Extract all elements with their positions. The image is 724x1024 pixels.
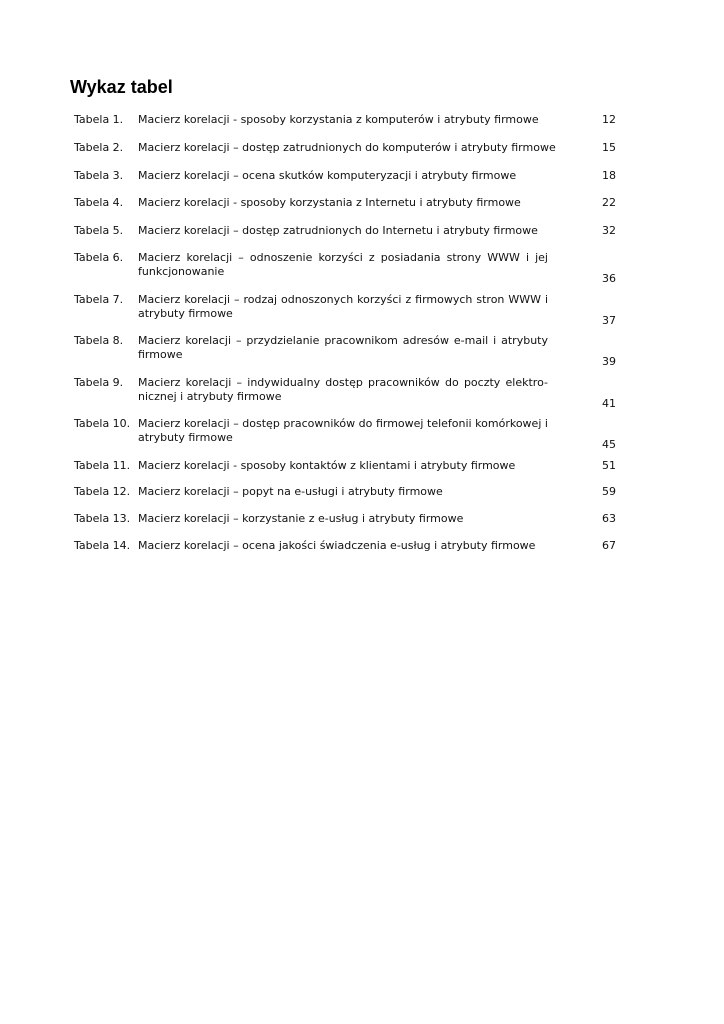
entry-label: Tabela 6. bbox=[74, 251, 124, 264]
entry-label: Tabela 2. bbox=[74, 141, 124, 154]
entry-text: Macierz korelacji – przydzielanie pracownikom adresów e-mail i atrybuty firmowe bbox=[138, 334, 548, 361]
entry-text: Macierz korelacji - sposoby korzystania z komputerów i atrybuty firmowe bbox=[138, 113, 539, 126]
entry-text: Macierz korelacji – popyt na e-usługi i atrybuty firmowe bbox=[138, 485, 443, 498]
entry-label: Tabela 12. bbox=[74, 485, 131, 498]
entry-text: Macierz korelacji – dostęp pracowników do firmowej telefonii komórkowej i atrybuty firmowe bbox=[138, 417, 548, 444]
toc-entry bbox=[74, 512, 616, 539]
entry-page-number: 18 bbox=[602, 169, 616, 182]
entry-label: Tabela 14. bbox=[74, 539, 131, 552]
entry-label: Tabela 4. bbox=[74, 196, 124, 209]
entry-page-number: 37 bbox=[602, 314, 616, 327]
entry-text: Macierz korelacji - sposoby korzystania z Internetu i atrybuty firmowe bbox=[138, 196, 521, 209]
toc-entry bbox=[74, 251, 616, 293]
entry-label: Tabela 5. bbox=[74, 224, 124, 237]
page-title: Wykaz tabel bbox=[70, 77, 173, 97]
entry-page-number: 15 bbox=[602, 141, 616, 154]
entry-text: Macierz korelacji - sposoby kontaktów z klientami i atrybuty firmowe bbox=[138, 459, 516, 472]
entry-page-number: 12 bbox=[602, 113, 616, 126]
entry-text: Macierz korelacji – odnoszenie korzyści z posiadania strony WWW i jej funkcjonowanie bbox=[138, 251, 548, 278]
entry-page-number: 36 bbox=[602, 272, 616, 285]
entry-page-number: 45 bbox=[602, 438, 616, 451]
toc-entry bbox=[74, 293, 616, 334]
toc-entry bbox=[74, 141, 616, 169]
entry-text: Macierz korelacji – dostęp zatrudnionych do Internetu i atrybuty firmowe bbox=[138, 224, 538, 237]
entry-text: Macierz korelacji – dostęp zatrudnionych do komputerów i atrybuty firmowe bbox=[138, 141, 556, 154]
toc-entry bbox=[74, 376, 616, 417]
toc-entry bbox=[74, 113, 616, 141]
entry-page-number: 32 bbox=[602, 224, 616, 237]
toc-entry bbox=[74, 485, 616, 512]
entry-label: Tabela 8. bbox=[74, 334, 124, 347]
entry-text: Macierz korelacji – ocena skutków komputeryzacji i atrybuty firmowe bbox=[138, 169, 517, 182]
entry-page-number: 67 bbox=[602, 539, 616, 552]
entry-label: Tabela 13. bbox=[74, 512, 131, 525]
entry-text: Macierz korelacji – indywidualny dostęp pracowników do poczty elektro- nicznej i atrybuty firmowe bbox=[138, 376, 548, 403]
toc-entry bbox=[74, 224, 616, 251]
toc-entry bbox=[74, 196, 616, 224]
entry-page-number: 22 bbox=[602, 196, 616, 209]
entry-label: Tabela 9. bbox=[74, 376, 124, 389]
entry-label: Tabela 7. bbox=[74, 293, 124, 306]
entry-text: Macierz korelacji – ocena jakości świadczenia e-usług i atrybuty firmowe bbox=[138, 539, 536, 552]
entry-page-number: 63 bbox=[602, 512, 616, 525]
toc-entry bbox=[74, 169, 616, 196]
toc-entry bbox=[74, 334, 616, 376]
entry-label: Tabela 11. bbox=[74, 459, 131, 472]
table-of-tables bbox=[74, 113, 616, 555]
toc-entry bbox=[74, 459, 616, 485]
entry-page-number: 39 bbox=[602, 355, 616, 368]
toc-entry bbox=[74, 417, 616, 459]
entry-page-number: 51 bbox=[602, 459, 616, 472]
entry-label: Tabela 10. bbox=[74, 417, 131, 430]
entry-page-number: 41 bbox=[602, 397, 616, 410]
entry-text: Macierz korelacji – korzystanie z e-usług i atrybuty firmowe bbox=[138, 512, 464, 525]
toc-entry bbox=[74, 539, 616, 555]
entry-label: Tabela 1. bbox=[74, 113, 124, 126]
entry-text: Macierz korelacji – rodzaj odnoszonych korzyści z firmowych stron WWW i atrybuty firmowe bbox=[138, 293, 548, 320]
entry-label: Tabela 3. bbox=[74, 169, 124, 182]
entry-page-number: 59 bbox=[602, 485, 616, 498]
